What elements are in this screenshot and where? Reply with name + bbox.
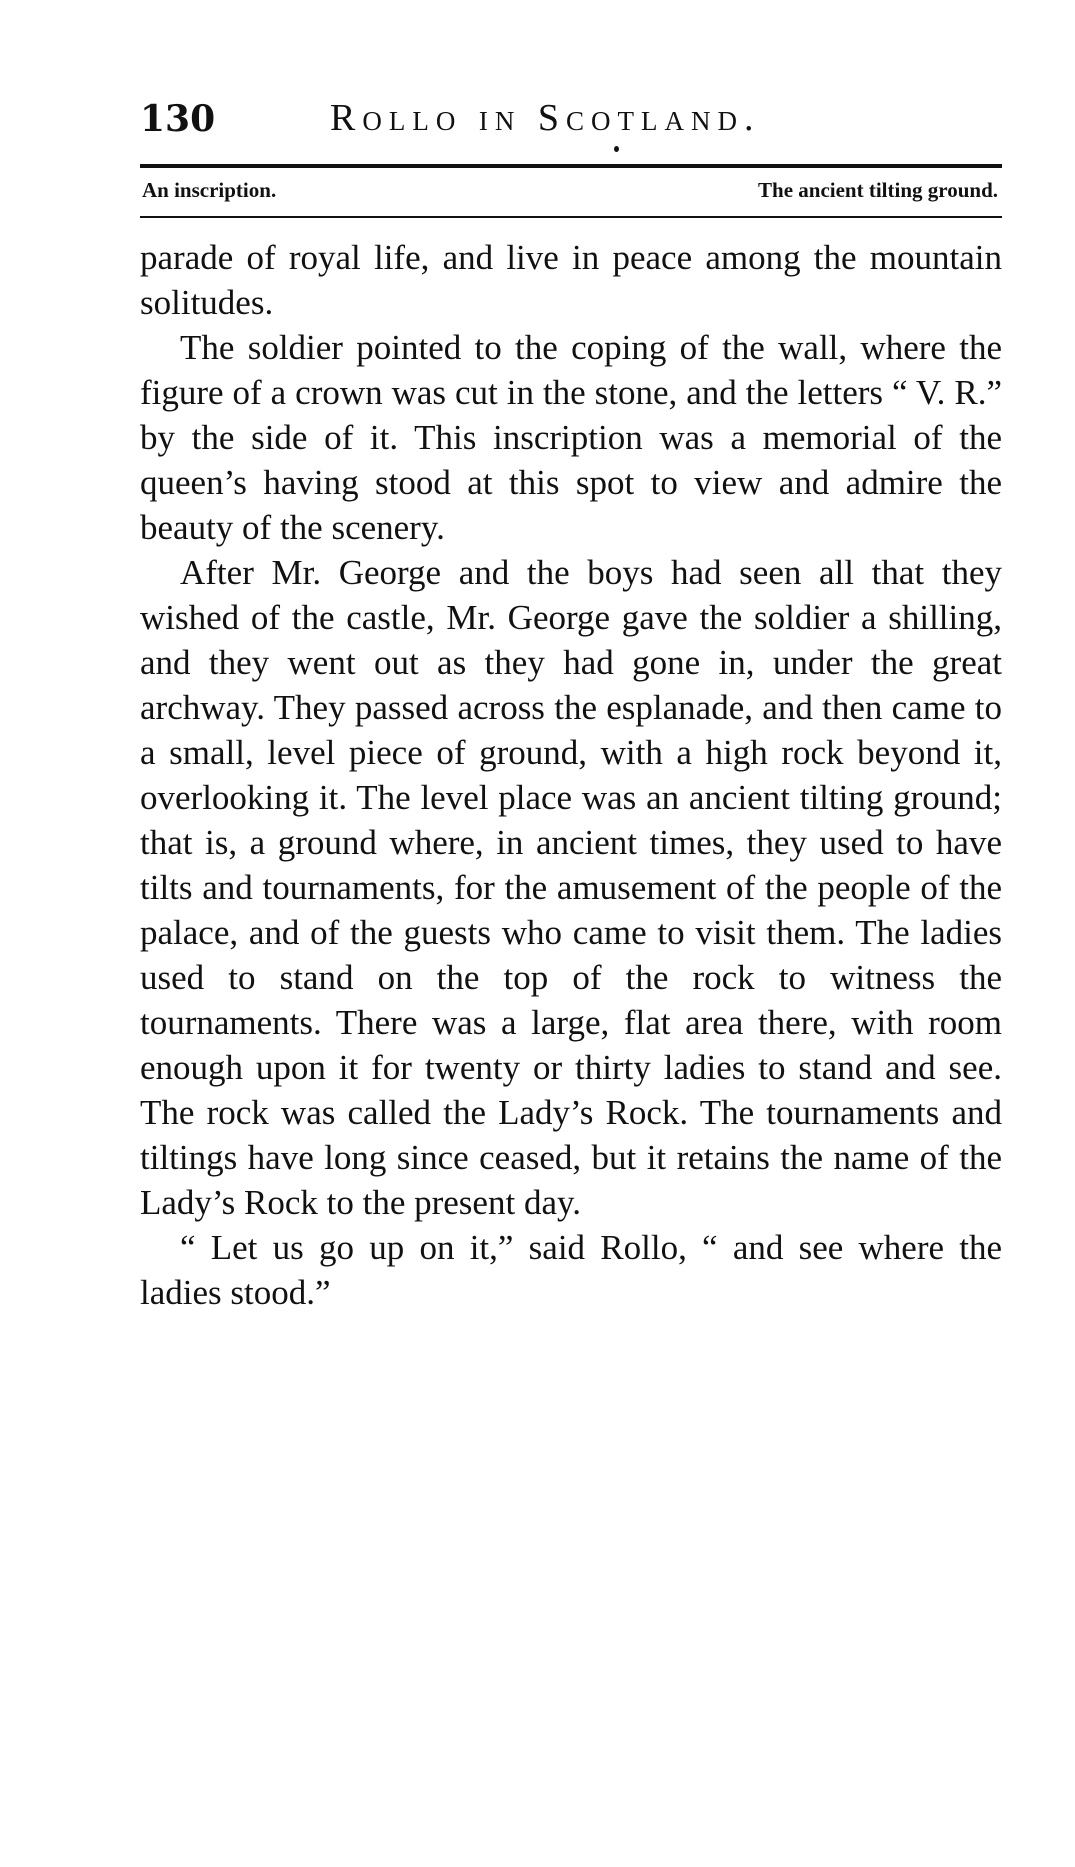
running-title: Rollo in Scotland. xyxy=(330,97,761,139)
sidenote-rule xyxy=(140,216,1002,218)
ornament-dot xyxy=(614,146,619,152)
paragraph-continuation: parade of royal life, and live in peace among the mountain solitudes. xyxy=(140,238,1002,322)
page-header xyxy=(140,96,1002,146)
page-number: 130 xyxy=(140,98,216,140)
paragraph-soldier: The soldier pointed to the coping of the wall, where the figure of a crown was cut in the stone, and the letters “ V. R.” by the side of it. This inscription was a memorial of the queen’s having stood at this spot to view and admire the beauty of the scenery. xyxy=(140,328,1002,547)
book-page xyxy=(140,0,1002,1867)
paragraph-rollo-quote: “ Let us go up on it,” said Rollo, “ and see where the ladies stood.” xyxy=(140,1228,1002,1312)
sidenote-left: An inscription. xyxy=(142,178,277,202)
header-rule xyxy=(140,164,1002,168)
sidenote-right: The ancient tilting ground. xyxy=(758,178,998,202)
body-text xyxy=(140,235,1002,1315)
paragraph-tilting-ground: After Mr. George and the boys had seen all that they wished of the castle, Mr. George gave the soldier a shilling, and they went out as they had gone in, under the great archway. They passed across the esplanade, and then came to a small, level piece of ground, with a high rock beyond it, overlooking it. The level place was an ancient tilting ground; that is, a ground where, in ancient times, they used to have tilts and tournaments, for the amusement of the people of the palace, and of the guests who came to visit them. The ladies used to stand on the top of the rock to witness the tournaments. There was a large, flat area there, with room enough upon it for twenty or thirty ladies to stand and see. The rock was called the Lady’s Rock. The tournaments and tiltings have long since ceased, but it retains the name of the Lady’s Rock to the present day. xyxy=(140,553,1002,1222)
